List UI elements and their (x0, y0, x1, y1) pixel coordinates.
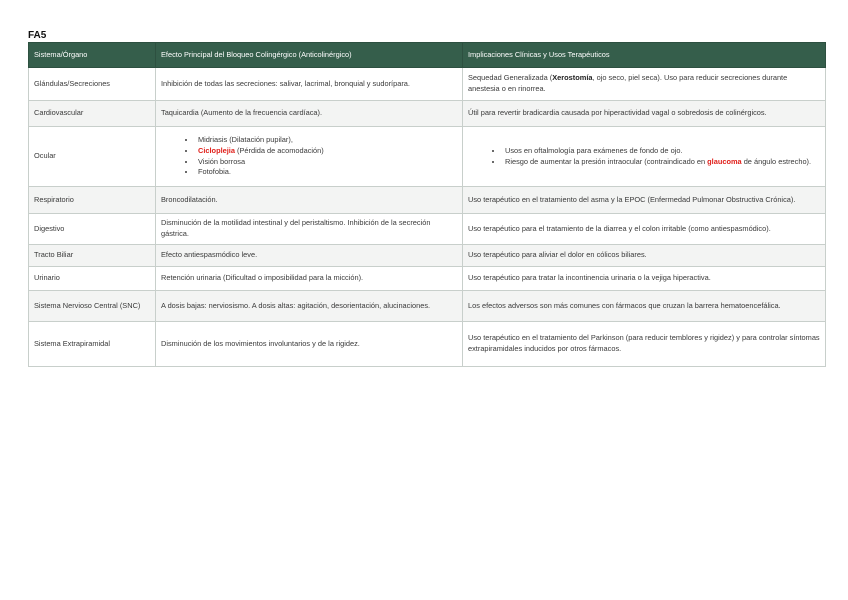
cell-effect: Retención urinaria (Dificultad o imposibilidad para la micción). (156, 267, 463, 291)
cell-effect: Disminución de los movimientos involuntarios y de la rigidez. (156, 322, 463, 367)
table-row (29, 291, 826, 322)
cell-system: Tracto Biliar (29, 245, 156, 267)
table-row (29, 245, 826, 267)
list-item: • Usos en oftalmología para exámenes de fondo de ojo. (503, 146, 820, 157)
header-effect: Efecto Principal del Bloqueo Colingérgico (Anticolinérgico) (156, 43, 463, 68)
table-row (29, 187, 826, 214)
cell-implications (463, 127, 826, 187)
table-row (29, 267, 826, 291)
cell-system: Ocular (29, 127, 156, 187)
cell-system: Sistema Nervioso Central (SNC) (29, 291, 156, 322)
ocular-implications-list (468, 146, 820, 167)
document-title: FA5 (28, 30, 47, 41)
table-row (29, 322, 826, 367)
highlight-cicloplejia: Cicloplejia (198, 145, 235, 155)
cell-system: Cardiovascular (29, 101, 156, 127)
cell-implications: Los efectos adversos son más comunes con fármacos que cruzan la barrera hematoencefálica. (463, 291, 826, 322)
list-item: • Midriasis (Dilatación pupilar), (196, 135, 457, 146)
cell-effect: Disminución de la motilidad intestinal y del peristaltismo. Inhibición de la secreción gástrica. (156, 214, 463, 245)
anticholinergic-effects-table (28, 42, 826, 367)
cell-system: Respiratorio (29, 187, 156, 214)
cell-effect (156, 127, 463, 187)
cell-system: Urinario (29, 267, 156, 291)
cell-implications: Uso terapéutico en el tratamiento del asma y la EPOC (Enfermedad Pulmonar Obstructiva Crónica). (463, 187, 826, 214)
ocular-effects-list (161, 135, 457, 178)
header-system: Sistema/Órgano (29, 43, 156, 68)
header-implications: Implicaciones Clínicas y Usos Terapéuticos (463, 43, 826, 68)
cell-effect: A dosis bajas: nerviosismo. A dosis altas: agitación, desorientación, alucinaciones. (156, 291, 463, 322)
cell-implications: Uso terapéutico para tratar la incontinencia urinaria o la vejiga hiperactiva. (463, 267, 826, 291)
cell-effect: Efecto antiespasmódico leve. (156, 245, 463, 267)
cell-implications: Uso terapéutico en el tratamiento del Parkinson (para reducir temblores y rigidez) y para controlar síntomas extrapiramidales inducidos por otros fármacos. (463, 322, 826, 367)
cell-effect: Taquicardia (Aumento de la frecuencia cardíaca). (156, 101, 463, 127)
list-item: • Visión borrosa (196, 157, 457, 168)
cell-implications: Útil para revertir bradicardia causada por hiperactividad vagal o sobredosis de colinérgicos. (463, 101, 826, 127)
table-row (29, 68, 826, 101)
list-item: • Riesgo de aumentar la presión intraocular (contraindicado en glaucoma de ángulo estrecho). (503, 157, 820, 168)
cell-system: Glándulas/Secreciones (29, 68, 156, 101)
cell-implications: Uso terapéutico para el tratamiento de la diarrea y el colon irritable (como antiespasmódico). (463, 214, 826, 245)
cell-system: Digestivo (29, 214, 156, 245)
cell-implications: Uso terapéutico para aliviar el dolor en cólicos biliares. (463, 245, 826, 267)
table-row (29, 101, 826, 127)
cell-effect: Inhibición de todas las secreciones: salivar, lacrimal, bronquial y sudorípara. (156, 68, 463, 101)
table-header-row (29, 43, 826, 68)
list-item: • Cicloplejia (Pérdida de acomodación) (196, 146, 457, 157)
cell-implications: Sequedad Generalizada (Xerostomía, ojo seco, piel seca). Uso para reducir secreciones durante anestesia o en rinorrea. (463, 68, 826, 101)
highlight-glaucoma: glaucoma (707, 156, 742, 166)
list-item: • Fotofobia. (196, 167, 457, 178)
table-row (29, 214, 826, 245)
cell-system: Sistema Extrapiramidal (29, 322, 156, 367)
cell-effect: Broncodilatación. (156, 187, 463, 214)
highlight-xerostomia: Xerostomía (552, 73, 593, 83)
table-row (29, 127, 826, 187)
